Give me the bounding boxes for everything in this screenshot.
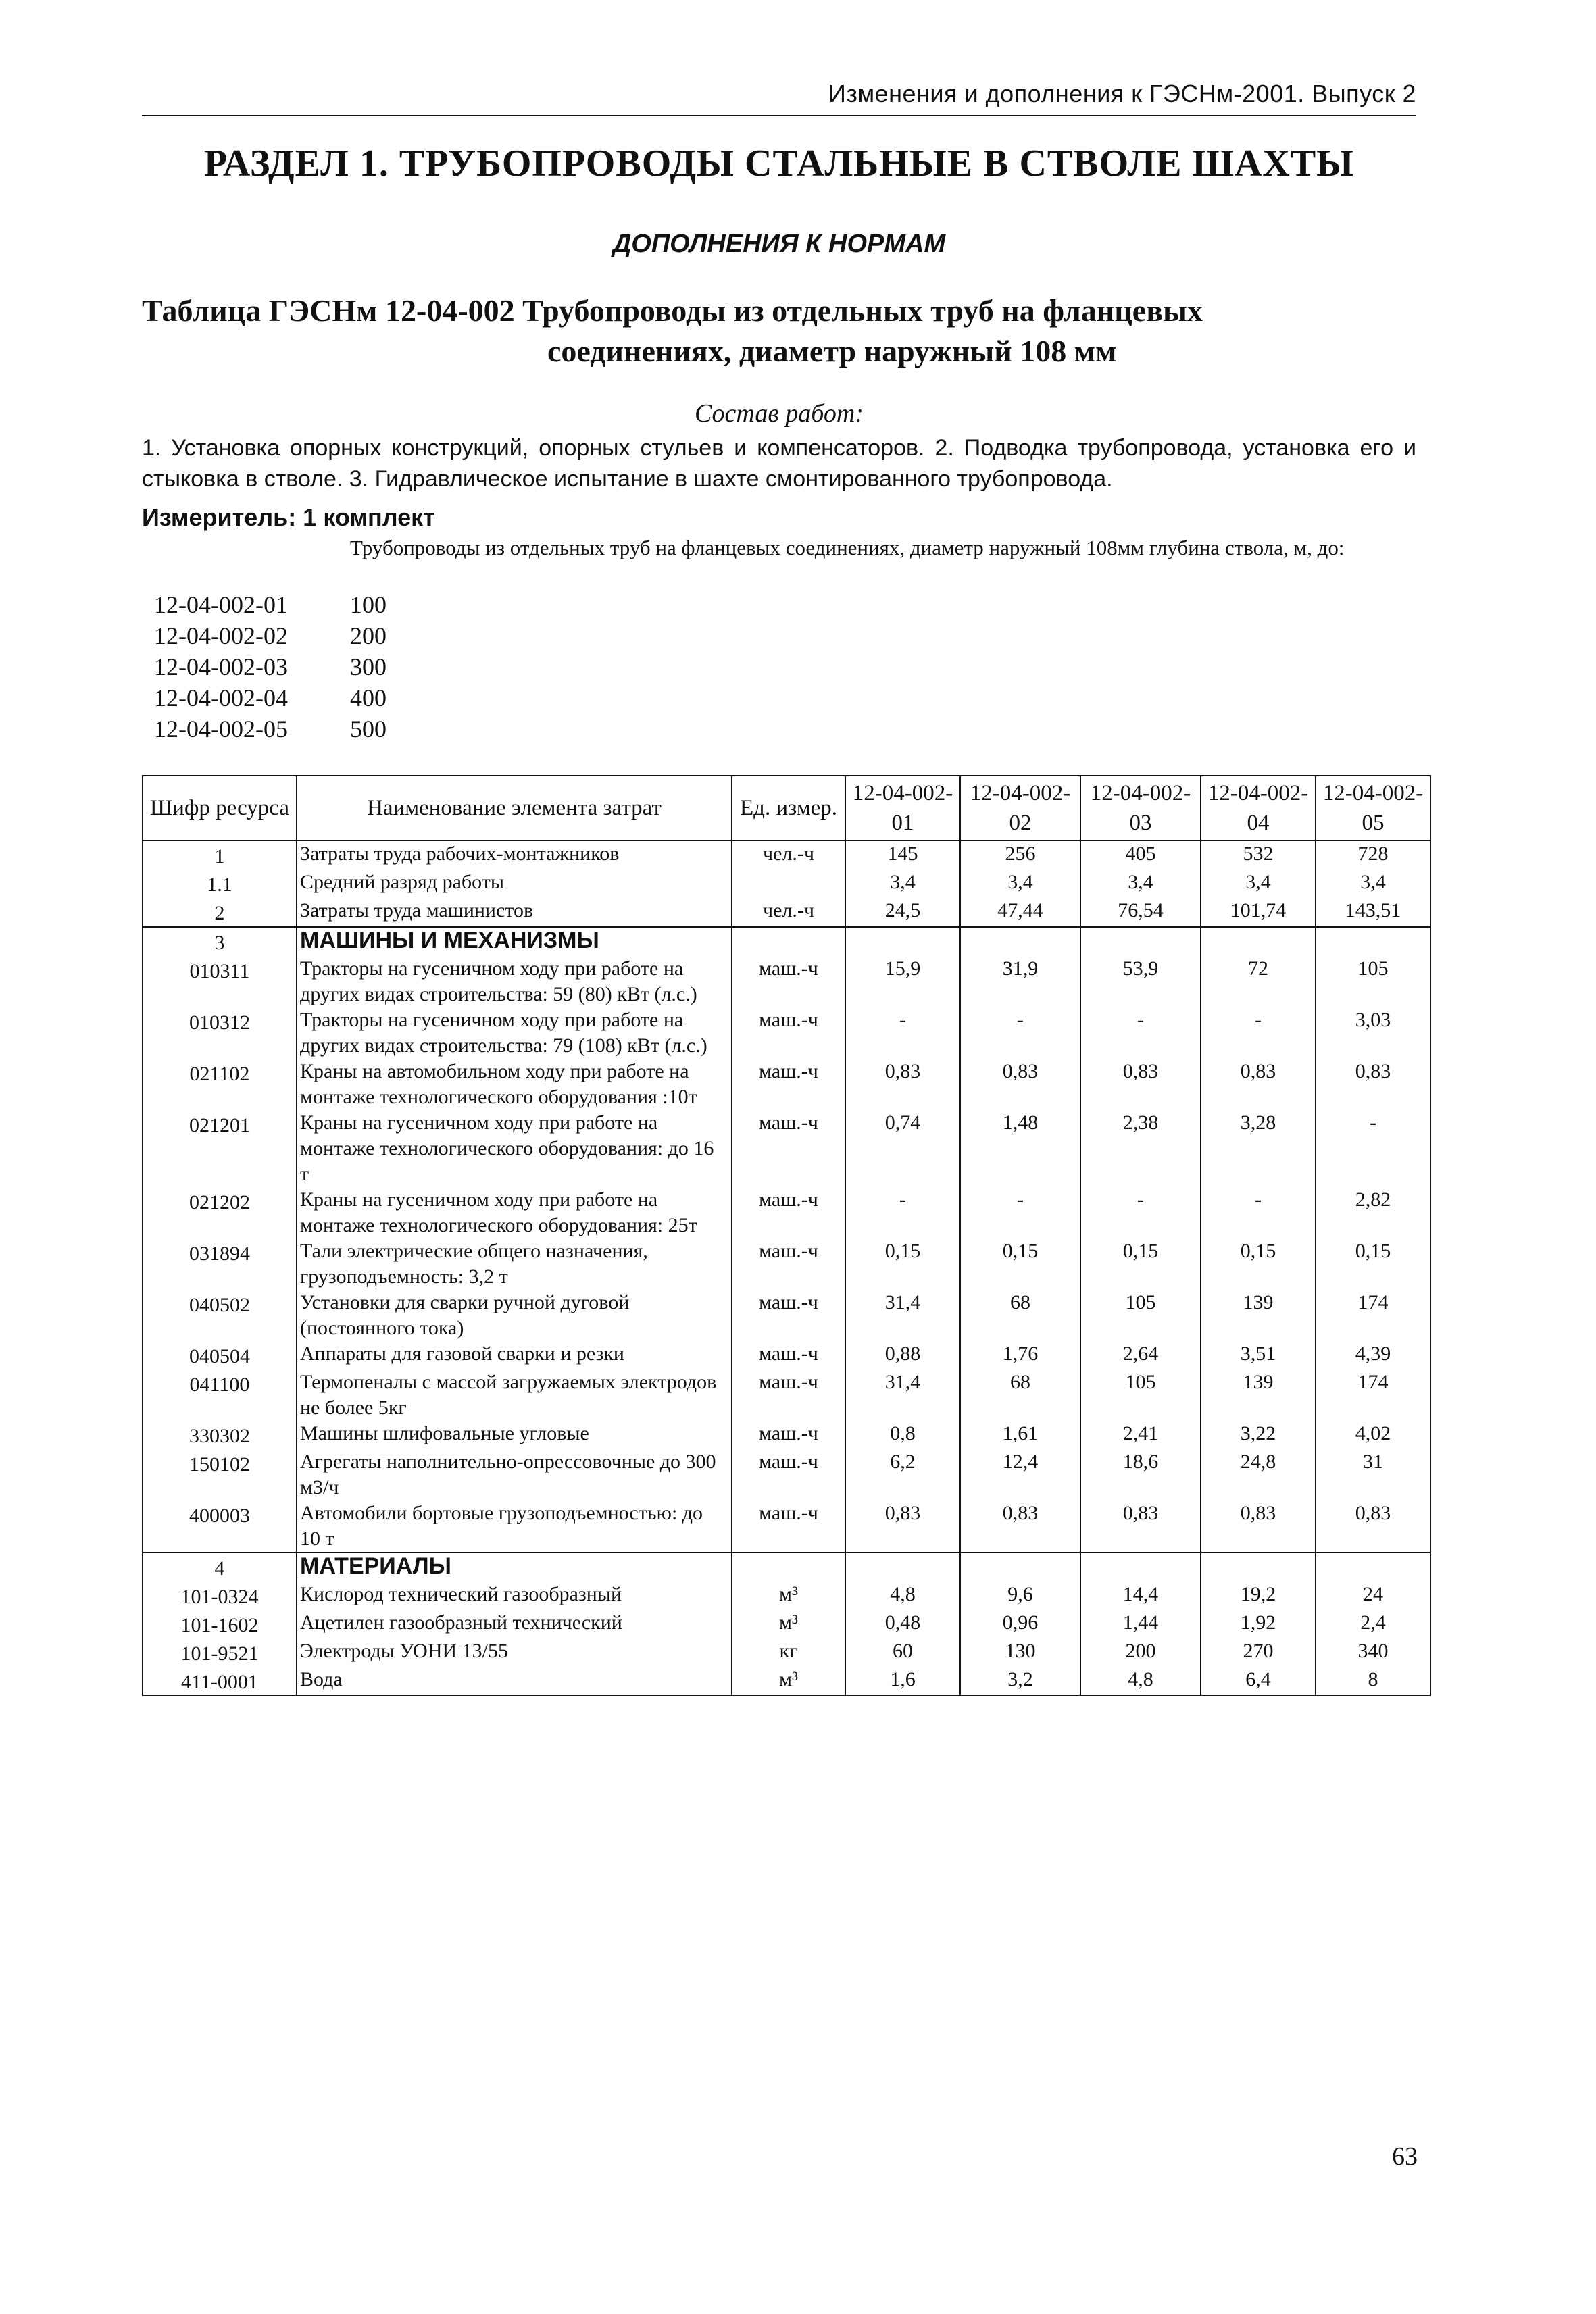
cell-value-1: -	[845, 1007, 960, 1059]
cell-value-4: 0,83	[1201, 1059, 1316, 1110]
cell-value-1: 0,8	[845, 1421, 960, 1449]
cell-unit: маш.-ч	[732, 1187, 845, 1238]
norm-description: Трубопроводы из отдельных труб на фланцевых соединениях, диаметр наружный 108мм глубина ствола, м, до:	[350, 536, 1345, 559]
cell-value-1: 31,4	[845, 1369, 960, 1421]
cell-value-3: 18,6	[1080, 1449, 1201, 1501]
cell-value-3: 0,15	[1080, 1238, 1201, 1290]
cell-unit: маш.-ч	[732, 956, 845, 1007]
cell-value-2: 0,83	[960, 1059, 1080, 1110]
cell-value-5: 340	[1316, 1638, 1430, 1667]
cell-value-1: -	[845, 1187, 960, 1238]
cell-unit: маш.-ч	[732, 1059, 845, 1110]
cell-name: Затраты труда рабочих-монтажников	[297, 840, 732, 870]
code-list-code: 12-04-002-04	[154, 684, 288, 711]
cell-name: Средний разряд работы	[297, 870, 732, 898]
cell-unit: м³	[732, 1610, 845, 1638]
cell-value-2: 9,6	[960, 1582, 1080, 1610]
cell-value-5: 174	[1316, 1290, 1430, 1341]
table-row	[143, 1238, 1430, 1290]
cell-value-3: 1,44	[1080, 1610, 1201, 1638]
cell-value-2: 130	[960, 1638, 1080, 1667]
cell-value-4	[1201, 1553, 1316, 1582]
code-list-item	[154, 651, 386, 682]
cell-value-5: 8	[1316, 1667, 1430, 1696]
cell-value-5: 2,4	[1316, 1610, 1430, 1638]
cell-code: 010311	[143, 956, 297, 1007]
cell-code: 101-1602	[143, 1610, 297, 1638]
cell-value-2: 47,44	[960, 898, 1080, 927]
cell-value-2: 31,9	[960, 956, 1080, 1007]
cell-name: МАТЕРИАЛЫ	[297, 1553, 732, 1582]
cell-value-1: 0,48	[845, 1610, 960, 1638]
cell-unit: м³	[732, 1667, 845, 1696]
cell-value-3: 2,64	[1080, 1341, 1201, 1369]
header-col-1: 12-04-002-01	[845, 776, 960, 840]
cell-value-2: 1,76	[960, 1341, 1080, 1369]
cell-code: 150102	[143, 1449, 297, 1501]
cell-unit	[732, 927, 845, 956]
page-number: 63	[1392, 2142, 1418, 2171]
cell-value-5: 31	[1316, 1449, 1430, 1501]
cell-unit	[732, 870, 845, 898]
cell-code: 4	[143, 1553, 297, 1582]
table-row	[143, 1610, 1430, 1638]
cell-code: 330302	[143, 1421, 297, 1449]
table-row	[143, 1667, 1430, 1696]
cell-value-1: 3,4	[845, 870, 960, 898]
cell-value-2: 0,96	[960, 1610, 1080, 1638]
cell-value-5: 4,02	[1316, 1421, 1430, 1449]
cell-value-4: 3,51	[1201, 1341, 1316, 1369]
cell-code: 411-0001	[143, 1667, 297, 1696]
cell-value-3: 200	[1080, 1638, 1201, 1667]
work-composition-label: Состав работ:	[694, 399, 864, 428]
cell-value-4	[1201, 927, 1316, 956]
cell-name: Тали электрические общего назначения, грузоподъемность: 3,2 т	[297, 1238, 732, 1290]
table-row	[143, 1059, 1430, 1110]
cell-value-4: 0,83	[1201, 1501, 1316, 1553]
cell-value-2: -	[960, 1007, 1080, 1059]
cell-name: Кислород технический газообразный	[297, 1582, 732, 1610]
table-row	[143, 1582, 1430, 1610]
cell-unit: чел.-ч	[732, 840, 845, 870]
cell-value-3: 2,41	[1080, 1421, 1201, 1449]
cell-code: 040504	[143, 1341, 297, 1369]
cell-value-2	[960, 927, 1080, 956]
cell-name: Установки для сварки ручной дуговой (постоянного тока)	[297, 1290, 732, 1341]
cell-value-1: 31,4	[845, 1290, 960, 1341]
cell-code: 1.1	[143, 870, 297, 898]
header-unit: Ед. измер.	[732, 776, 845, 840]
cell-name: Тракторы на гусеничном ходу при работе на других видах строительства: 79 (108) кВт (л.с.)	[297, 1007, 732, 1059]
header-col-5: 12-04-002-05	[1316, 776, 1430, 840]
code-list-item	[154, 620, 386, 651]
cell-value-1: 6,2	[845, 1449, 960, 1501]
cell-value-5: 24	[1316, 1582, 1430, 1610]
cell-name: Электроды УОНИ 13/55	[297, 1638, 732, 1667]
cell-value-4: -	[1201, 1187, 1316, 1238]
code-list	[154, 589, 386, 745]
cell-value-3: 4,8	[1080, 1667, 1201, 1696]
cell-name: Краны на автомобильном ходу при работе на монтаже технологического оборудования :10т	[297, 1059, 732, 1110]
cell-value-3: 405	[1080, 840, 1201, 870]
table-row	[143, 1501, 1430, 1553]
table-row	[143, 1110, 1430, 1187]
code-list-code: 12-04-002-05	[154, 715, 288, 743]
cell-value-1: 24,5	[845, 898, 960, 927]
cell-name: Краны на гусеничном ходу при работе на монтаже технологического оборудования: 25т	[297, 1187, 732, 1238]
table-title-line1: Таблица ГЭСНм 12-04-002 Трубопроводы из отдельных труб на фланцевых	[142, 293, 1203, 328]
cell-name: Термопеналы с массой загружаемых электродов не более 5кг	[297, 1369, 732, 1421]
table-row	[143, 1341, 1430, 1369]
cell-value-5: 3,03	[1316, 1007, 1430, 1059]
cell-value-1: 4,8	[845, 1582, 960, 1610]
cell-name: Агрегаты наполнительно-опрессовочные до 300 м3/ч	[297, 1449, 732, 1501]
cell-unit: маш.-ч	[732, 1369, 845, 1421]
cell-value-4: 139	[1201, 1369, 1316, 1421]
cell-unit: маш.-ч	[732, 1501, 845, 1553]
code-list-value: 100	[350, 591, 386, 618]
cell-unit: кг	[732, 1638, 845, 1667]
cell-value-5	[1316, 927, 1430, 956]
cell-value-4: 270	[1201, 1638, 1316, 1667]
cell-value-4: 24,8	[1201, 1449, 1316, 1501]
cell-value-5: 0,83	[1316, 1501, 1430, 1553]
table-row	[143, 1638, 1430, 1667]
cell-value-4: 139	[1201, 1290, 1316, 1341]
code-list-item	[154, 589, 386, 620]
cell-value-2	[960, 1553, 1080, 1582]
table-row	[143, 1421, 1430, 1449]
cell-value-5: 143,51	[1316, 898, 1430, 927]
table-title	[142, 291, 1291, 372]
code-list-code: 12-04-002-01	[154, 591, 288, 618]
cell-value-3	[1080, 927, 1201, 956]
cell-code: 101-9521	[143, 1638, 297, 1667]
code-list-item	[154, 682, 386, 713]
table-row	[143, 1007, 1430, 1059]
cell-value-1: 15,9	[845, 956, 960, 1007]
table-row	[143, 870, 1430, 898]
cell-name: Затраты труда машинистов	[297, 898, 732, 927]
cell-unit: маш.-ч	[732, 1421, 845, 1449]
cell-value-5: 2,82	[1316, 1187, 1430, 1238]
cell-value-2: 1,48	[960, 1110, 1080, 1187]
cell-value-1: 0,83	[845, 1501, 960, 1553]
cell-value-5: 728	[1316, 840, 1430, 870]
cell-value-3: 53,9	[1080, 956, 1201, 1007]
header-col-2: 12-04-002-02	[960, 776, 1080, 840]
cell-code: 041100	[143, 1369, 297, 1421]
code-list-code: 12-04-002-02	[154, 622, 288, 649]
cell-value-1: 145	[845, 840, 960, 870]
cell-value-2: 256	[960, 840, 1080, 870]
code-list-value: 300	[350, 653, 386, 680]
cell-value-3: 105	[1080, 1290, 1201, 1341]
cell-value-3: -	[1080, 1187, 1201, 1238]
section-title: РАЗДЕЛ 1. ТРУБОПРОВОДЫ СТАЛЬНЫЕ В СТВОЛЕ ШАХТЫ	[203, 143, 1355, 184]
cell-value-2: -	[960, 1187, 1080, 1238]
cell-value-4: 0,15	[1201, 1238, 1316, 1290]
table-row	[143, 1369, 1430, 1421]
table-row	[143, 1553, 1430, 1582]
table-row	[143, 956, 1430, 1007]
table-header-row	[143, 776, 1430, 840]
cell-value-1: 0,74	[845, 1110, 960, 1187]
cell-value-1	[845, 1553, 960, 1582]
header-col-4: 12-04-002-04	[1201, 776, 1316, 840]
code-list-value: 500	[350, 715, 386, 743]
table-row	[143, 898, 1430, 927]
cell-value-4: 3,4	[1201, 870, 1316, 898]
cell-code: 1	[143, 840, 297, 870]
code-list-item	[154, 713, 386, 745]
cell-value-4: 19,2	[1201, 1582, 1316, 1610]
cell-value-5: 174	[1316, 1369, 1430, 1421]
cell-code: 040502	[143, 1290, 297, 1341]
cell-name: Тракторы на гусеничном ходу при работе на других видах строительства: 59 (80) кВт (л.с.)	[297, 956, 732, 1007]
cell-value-1: 1,6	[845, 1667, 960, 1696]
cell-value-4: 72	[1201, 956, 1316, 1007]
cell-unit: маш.-ч	[732, 1007, 845, 1059]
cell-name: Машины шлифовальные угловые	[297, 1421, 732, 1449]
cell-code: 010312	[143, 1007, 297, 1059]
cell-code: 400003	[143, 1501, 297, 1553]
cell-value-5: -	[1316, 1110, 1430, 1187]
page-header: Изменения и дополнения к ГЭСНм-2001. Выпуск 2	[828, 80, 1416, 107]
cell-value-2: 12,4	[960, 1449, 1080, 1501]
cell-code: 021201	[143, 1110, 297, 1187]
cell-value-3: 0,83	[1080, 1501, 1201, 1553]
cell-value-1: 0,83	[845, 1059, 960, 1110]
cell-code: 101-0324	[143, 1582, 297, 1610]
header-name: Наименование элемента затрат	[297, 776, 732, 840]
cell-value-5: 105	[1316, 956, 1430, 1007]
table-row	[143, 1290, 1430, 1341]
cell-value-3: 14,4	[1080, 1582, 1201, 1610]
cell-value-3: 0,83	[1080, 1059, 1201, 1110]
cell-value-5	[1316, 1553, 1430, 1582]
cell-unit: маш.-ч	[732, 1110, 845, 1187]
measure-unit: Измеритель: 1 комплект	[142, 503, 435, 531]
cell-value-4: 532	[1201, 840, 1316, 870]
table-row	[143, 1187, 1430, 1238]
cell-name: Автомобили бортовые грузоподъемностью: до 10 т	[297, 1501, 732, 1553]
cell-code: 2	[143, 898, 297, 927]
header-rule	[142, 115, 1416, 116]
cell-name: Краны на гусеничном ходу при работе на монтаже технологического оборудования: до 16 т	[297, 1110, 732, 1187]
cell-unit	[732, 1553, 845, 1582]
subheading: ДОПОЛНЕНИЯ К НОРМАМ	[612, 230, 946, 258]
table-row	[143, 840, 1430, 870]
cell-value-5: 0,83	[1316, 1059, 1430, 1110]
cell-value-5: 3,4	[1316, 870, 1430, 898]
cell-code: 031894	[143, 1238, 297, 1290]
cell-value-2: 3,2	[960, 1667, 1080, 1696]
cell-value-3: 2,38	[1080, 1110, 1201, 1187]
cell-value-2: 68	[960, 1290, 1080, 1341]
cell-value-3: 105	[1080, 1369, 1201, 1421]
cell-name: Вода	[297, 1667, 732, 1696]
cell-value-1	[845, 927, 960, 956]
cell-value-5: 0,15	[1316, 1238, 1430, 1290]
cell-value-4: 3,28	[1201, 1110, 1316, 1187]
cell-unit: маш.-ч	[732, 1341, 845, 1369]
cell-value-1: 0,88	[845, 1341, 960, 1369]
cell-value-1: 0,15	[845, 1238, 960, 1290]
cell-value-1: 60	[845, 1638, 960, 1667]
cell-value-4: 6,4	[1201, 1667, 1316, 1696]
cell-value-3: 3,4	[1080, 870, 1201, 898]
cell-value-2: 0,83	[960, 1501, 1080, 1553]
cell-value-2: 3,4	[960, 870, 1080, 898]
code-list-value: 400	[350, 684, 386, 711]
cell-value-3: -	[1080, 1007, 1201, 1059]
cell-unit: м³	[732, 1582, 845, 1610]
cell-value-3	[1080, 1553, 1201, 1582]
cell-value-4: -	[1201, 1007, 1316, 1059]
cell-unit: маш.-ч	[732, 1290, 845, 1341]
table-row	[143, 1449, 1430, 1501]
cell-value-4: 3,22	[1201, 1421, 1316, 1449]
cell-name: Ацетилен газообразный технический	[297, 1610, 732, 1638]
cell-value-4: 1,92	[1201, 1610, 1316, 1638]
cell-code: 021102	[143, 1059, 297, 1110]
cell-name: МАШИНЫ И МЕХАНИЗМЫ	[297, 927, 732, 956]
cell-code: 3	[143, 927, 297, 956]
cell-name: Аппараты для газовой сварки и резки	[297, 1341, 732, 1369]
code-list-code: 12-04-002-03	[154, 653, 288, 680]
cell-unit: чел.-ч	[732, 898, 845, 927]
cell-code: 021202	[143, 1187, 297, 1238]
norms-table	[142, 775, 1431, 1696]
header-col-3: 12-04-002-03	[1080, 776, 1201, 840]
cell-value-2: 1,61	[960, 1421, 1080, 1449]
table-row	[143, 927, 1430, 956]
header-code: Шифр ресурса	[143, 776, 297, 840]
cell-value-2: 0,15	[960, 1238, 1080, 1290]
cell-unit: маш.-ч	[732, 1449, 845, 1501]
cell-value-3: 76,54	[1080, 898, 1201, 927]
table-title-line2: соединениях, диаметр наружный 108 мм	[547, 334, 1117, 368]
cell-unit: маш.-ч	[732, 1238, 845, 1290]
work-composition-text: 1. Установка опорных конструкций, опорных стульев и компенсаторов. 2. Подводка трубопровода, установка его и стыковка в стволе. 3. Гидравлическое испытание в шахте смонтированного трубопровода.	[142, 435, 1416, 492]
cell-value-2: 68	[960, 1369, 1080, 1421]
cell-value-5: 4,39	[1316, 1341, 1430, 1369]
cell-value-4: 101,74	[1201, 898, 1316, 927]
code-list-value: 200	[350, 622, 386, 649]
